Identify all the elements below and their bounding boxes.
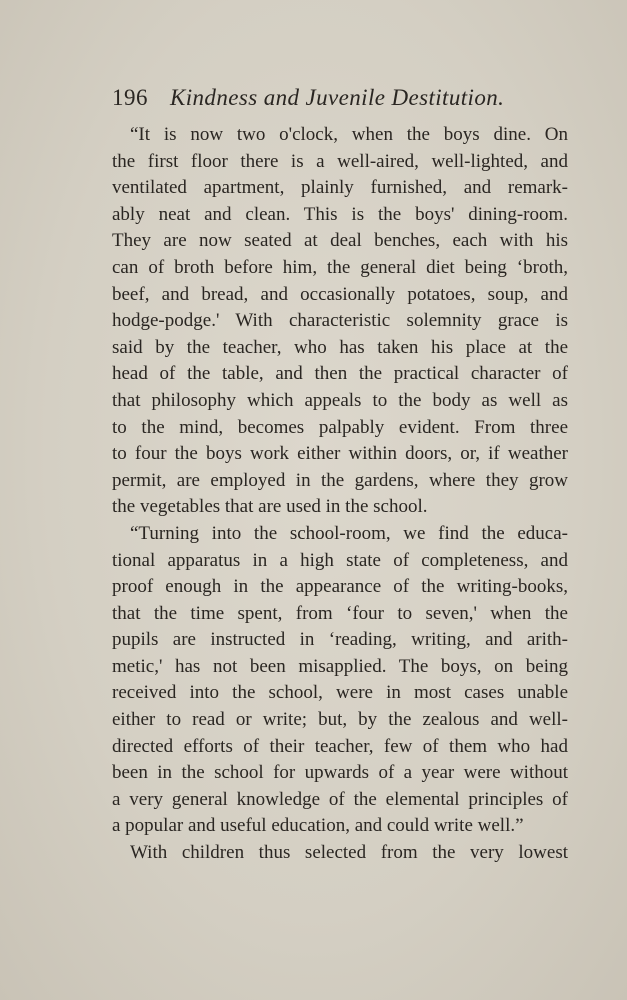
text-line: the first floor there is a well-aired, well-lighted, and (112, 150, 568, 172)
text-line: directed efforts of their teacher, few of them who had (112, 735, 568, 757)
text-line: permit, are employed in the gardens, where they grow (112, 469, 568, 491)
text-line: can of broth before him, the general diet being ‘broth, (112, 256, 568, 278)
text-line: received into the school, were in most cases unable (112, 682, 568, 704)
text-line: either to read or write; but, by the zealous and well- (112, 709, 568, 731)
text-line: beef, and bread, and occasionally potatoes, soup, and (112, 283, 568, 305)
text-line: the vegetables that are used in the school. (112, 496, 428, 518)
text-line: They are now seated at deal benches, each with his (112, 230, 568, 252)
text-line: “It is now two o'clock, when the boys dine. On (130, 124, 568, 145)
paragraph (112, 521, 568, 840)
text-line: “Turning into the school-room, we find the educa- (130, 522, 568, 544)
text-line: said by the teacher, who has taken his place at the (112, 336, 568, 358)
text-line: been in the school for upwards of a year were without (112, 762, 568, 784)
page-number: 196 (112, 85, 148, 110)
text-line: that the time spent, from ‘four to seven,' when the (112, 602, 568, 624)
text-line: that philosophy which appeals to the body as well as (112, 389, 568, 411)
text-line: pupils are instructed in ‘reading, writing, and arith- (112, 629, 568, 651)
book-page (112, 84, 568, 867)
text-line: ably neat and clean. This is the boys' dining-room. (112, 203, 568, 225)
text-line: hodge-podge.' With characteristic solemnity grace is (112, 310, 568, 332)
body-text (112, 122, 568, 867)
text-line: tional apparatus in a high state of completeness, and (112, 549, 568, 571)
text-line: proof enough in the appearance of the writing-books, (112, 576, 568, 598)
text-line: a very general knowledge of the elemental principles of (112, 788, 568, 810)
paragraph (112, 122, 568, 521)
text-line: to the mind, becomes palpably evident. From three (112, 416, 568, 438)
text-line: head of the table, and then the practical character of (112, 363, 568, 385)
text-line: metic,' has not been misapplied. The boys, on being (112, 655, 568, 677)
text-line: With children thus selected from the very lowest (130, 842, 568, 864)
paragraph (112, 840, 568, 867)
running-head (112, 84, 568, 118)
running-title: Kindness and Juvenile Destitution. (170, 85, 505, 110)
text-line: to four the boys work either within doors, or, if weather (112, 443, 568, 465)
text-line: ventilated apartment, plainly furnished, and remark- (112, 177, 568, 199)
text-line: a popular and useful education, and could write well.” (112, 815, 524, 837)
